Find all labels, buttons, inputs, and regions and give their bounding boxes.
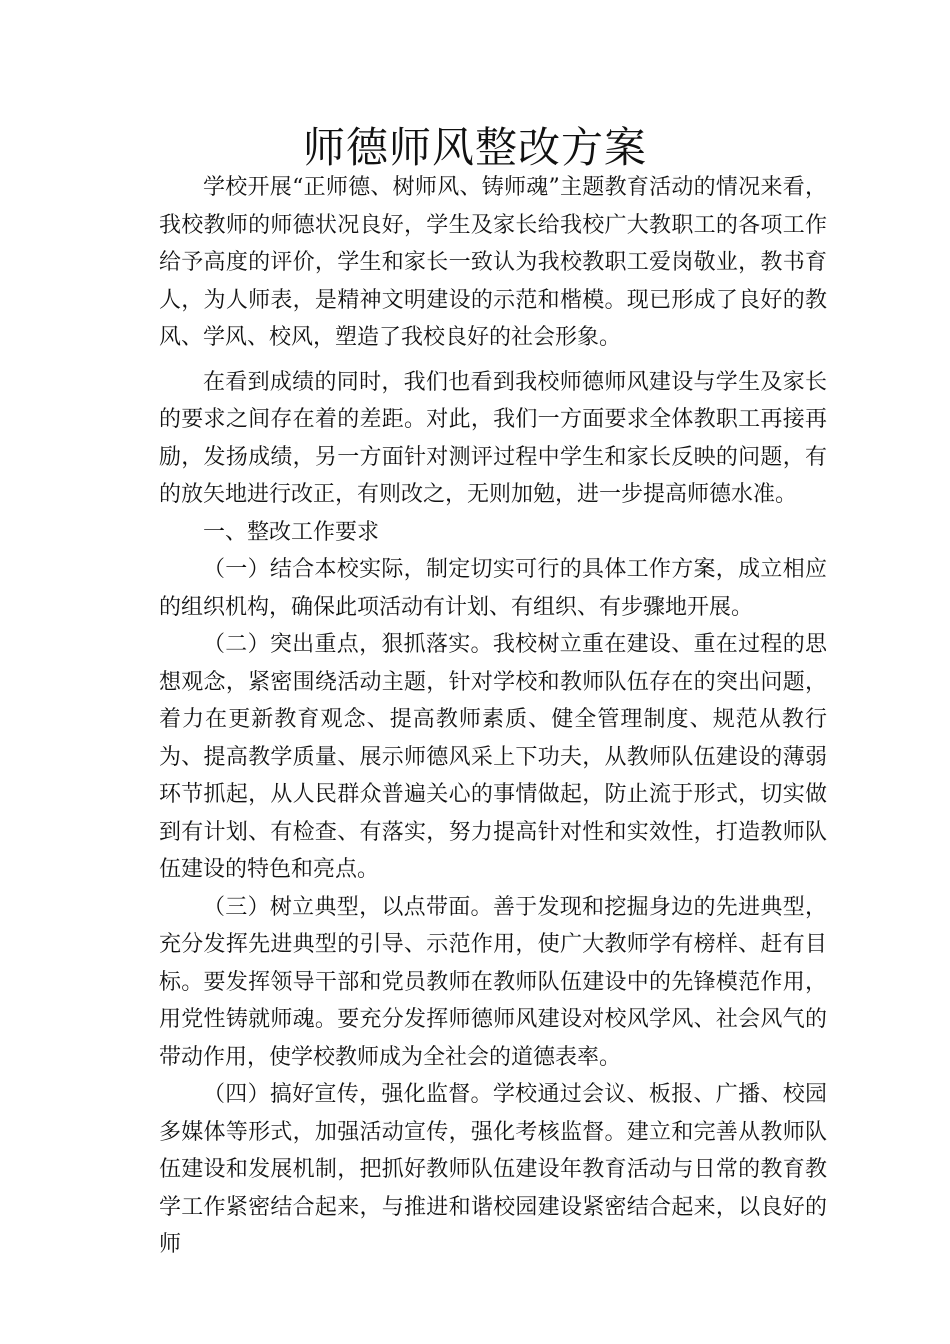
paragraph-item-1: （一）结合本校实际，制定切实可行的具体工作方案，成立相应的组织机构，确保此项活动有计划、有组织、有步骤地开展。 <box>159 557 827 620</box>
paragraph-item-2: （二）突出重点，狠抓落实。我校树立重在建设、重在过程的思想观念，紧密围绕活动主题，针对学校和教师队伍存在的突出问题，着力在更新教育观念、提高教师素质、健全管理制度、规范从教行为、提高教学质量、展示师德风采上下功夫，从教师队伍建设的薄弱环节抓起，从人民群众普遍关心的事情做起，防止流于形式，切实做到有计划、有检查、有落实，努力提高针对性和实效性，打造教师队伍建设的特色和亮点。 <box>159 632 827 882</box>
paragraph-gap: 在看到成绩的同时，我们也看到我校师德师风建设与学生及家长的要求之间存在着的差距。对此，我们一方面要求全体教职工再接再励，发扬成绩，另一方面针对测评过程中学生和家长反映的问题，有的放矢地进行改正，有则改之，无则加勉，进一步提高师德水准。 <box>159 369 827 507</box>
document-title: 师德师风整改方案 <box>302 123 647 172</box>
paragraph-item-3: （三）树立典型，以点带面。善于发现和挖掘身边的先进典型，充分发挥先进典型的引导、示范作用，使广大教师学有榜样、赶有目标。要发挥领导干部和党员教师在教师队伍建设中的先锋模范作用，用党性铸就师魂。要充分发挥师德师风建设对校风学风、社会风气的带动作用，使学校教师成为全社会的道德表率。 <box>159 894 827 1070</box>
section-heading: 一、整改工作要求 <box>203 519 380 545</box>
paragraph-intro: 学校开展“正师德、树师风、铸师魂”主题教育活动的情况来看，我校教师的师德状况良好，学生及家长给我校广大教职工的各项工作给予高度的评价，学生和家长一致认为我校教职工爱岗敬业，教书育人，为人师表，是精神文明建设的示范和楷模。现已形成了良好的教风、学风、校风，塑造了我校良好的社会形象。 <box>159 175 827 350</box>
paragraph-item-4: （四）搞好宣传，强化监督。学校通过会议、板报、广播、校园多媒体等形式，加强活动宣传，强化考核监督。建立和完善从教师队伍建设和发展机制，把抓好教师队伍建设年教育活动与日常的教育教学工作紧密结合起来，与推进和谐校园建设紧密结合起来，以良好的师 <box>159 1082 827 1257</box>
document-body <box>159 169 827 1264</box>
